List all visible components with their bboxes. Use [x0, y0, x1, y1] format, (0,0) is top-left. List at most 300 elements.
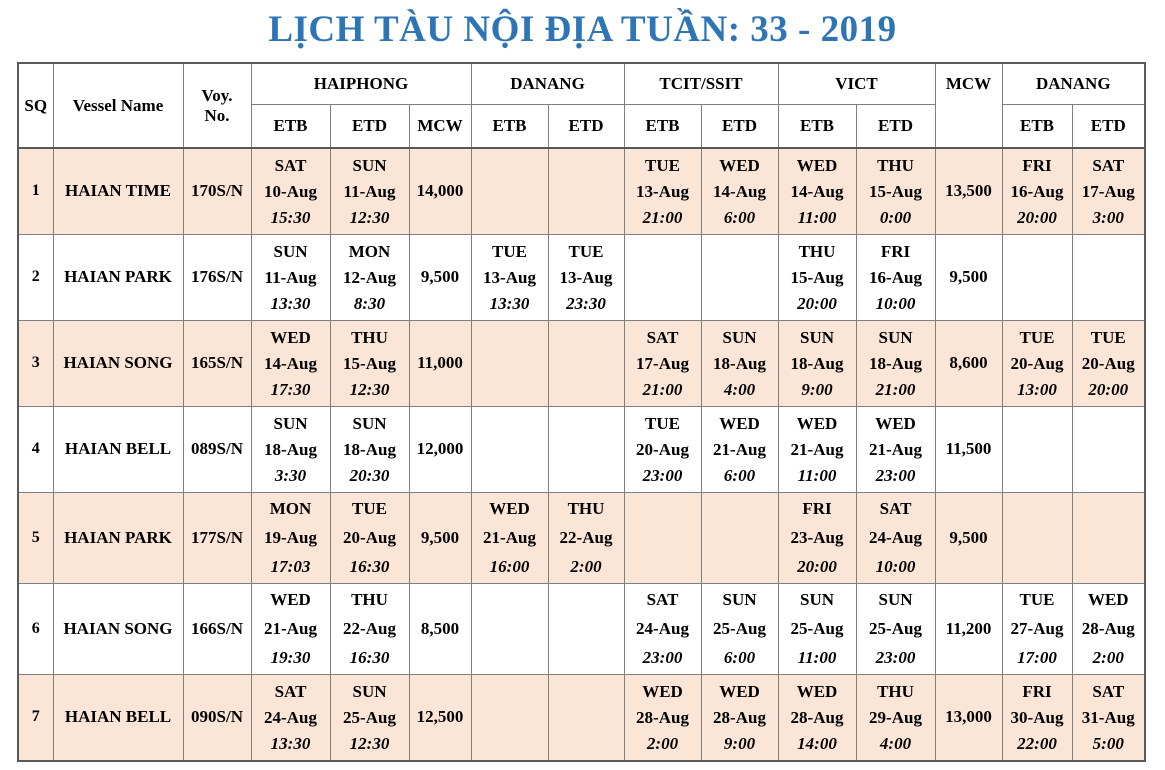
- cell-dn2-etb: [1002, 492, 1072, 583]
- slot-day: SAT: [274, 156, 307, 176]
- cell-vessel-name: HAIAN SONG: [53, 320, 183, 406]
- slot-date: 28-Aug: [1081, 618, 1135, 638]
- slot-day: THU: [351, 589, 388, 609]
- slot-time: 16:30: [349, 647, 390, 667]
- slot-day: TUE: [645, 156, 680, 176]
- header-tcit-etb: ETB: [624, 105, 701, 149]
- cell-hp-etd: [330, 234, 409, 320]
- cell-dn1-etb: [471, 148, 548, 234]
- slot-date: 10-Aug: [264, 182, 317, 202]
- slot-time: 22:00: [1017, 734, 1057, 754]
- slot-time: 6:00: [723, 647, 756, 667]
- slot-day: THU: [567, 498, 605, 518]
- cell-dn1-etd: [548, 492, 624, 583]
- cell-tc-etb: [624, 674, 701, 761]
- slot-day: WED: [719, 156, 760, 176]
- cell-hp-etd: [330, 320, 409, 406]
- slot-date: 14-Aug: [790, 182, 844, 202]
- cell-vi-etd: [856, 674, 935, 761]
- cell-sq: 1: [18, 148, 53, 234]
- cell-dn2-etd: [1072, 234, 1145, 320]
- schedule-slot: [779, 237, 856, 317]
- schedule-slot: [331, 323, 409, 403]
- slot-day: TUE: [352, 498, 387, 518]
- slot-day: WED: [719, 682, 760, 702]
- slot-day: TUE: [645, 414, 680, 433]
- cell-dn1-etd: [548, 320, 624, 406]
- header-mcw: MCW: [935, 63, 1002, 148]
- cell-hp-etb: [251, 148, 330, 234]
- slot-time: 19:30: [270, 647, 311, 667]
- slot-time: 11:00: [797, 466, 837, 485]
- schedule-slot: [625, 409, 701, 489]
- slot-date: 17-Aug: [636, 354, 689, 373]
- cell-dn2-etb: [1002, 148, 1072, 234]
- cell-hp-mcw: 11,000: [409, 320, 471, 406]
- schedule-slot: [857, 409, 935, 489]
- cell-sq: 2: [18, 234, 53, 320]
- slot-time: 8:30: [353, 294, 386, 313]
- cell-mcw: 9,500: [935, 234, 1002, 320]
- schedule-slot: [857, 323, 935, 403]
- schedule-slot: [857, 585, 935, 673]
- slot-time: 20:00: [797, 556, 837, 576]
- slot-time: 20:00: [1017, 208, 1057, 228]
- header-hp-etd: ETD: [330, 105, 409, 149]
- slot-date: 28-Aug: [713, 708, 766, 728]
- cell-dn1-etb: [471, 492, 548, 583]
- slot-date: 11-Aug: [343, 182, 396, 202]
- cell-dn1-etb: [471, 674, 548, 761]
- slot-date: 19-Aug: [264, 527, 317, 547]
- slot-time: 17:30: [270, 380, 311, 399]
- header-vict-etb: ETB: [778, 105, 856, 149]
- cell-voy-no: 177S/N: [183, 492, 251, 583]
- slot-time: 3:30: [274, 466, 307, 485]
- schedule-slot: [1073, 677, 1145, 757]
- schedule-slot: [702, 585, 778, 673]
- cell-tc-etd: [701, 320, 778, 406]
- slot-time: 15:30: [270, 208, 311, 228]
- schedule-slot: [1073, 323, 1145, 403]
- schedule-slot: [549, 237, 624, 317]
- slot-day: SUN: [799, 328, 834, 347]
- header-voy-line2: No.: [204, 105, 230, 125]
- schedule-slot: [1073, 151, 1145, 231]
- cell-vessel-name: HAIAN PARK: [53, 234, 183, 320]
- table-row: [18, 148, 1145, 234]
- schedule-slot: [779, 494, 856, 582]
- cell-voy-no: 165S/N: [183, 320, 251, 406]
- slot-time: 4:00: [879, 734, 912, 754]
- cell-sq: 5: [18, 492, 53, 583]
- cell-voy-no: 170S/N: [183, 148, 251, 234]
- cell-hp-etd: [330, 492, 409, 583]
- slot-date: 20-Aug: [343, 527, 396, 547]
- schedule-slot: [331, 237, 409, 317]
- page-title: LỊCH TÀU NỘI ĐỊA TUẦN: 33 - 2019: [268, 9, 897, 50]
- cell-dn2-etd: [1072, 583, 1145, 674]
- schedule-slot: [1003, 151, 1072, 231]
- slot-date: 25-Aug: [713, 618, 766, 638]
- cell-tc-etd: [701, 148, 778, 234]
- header-dn-etb: ETB: [471, 105, 548, 149]
- cell-sq: 7: [18, 674, 53, 761]
- slot-day: SAT: [1092, 682, 1125, 702]
- slot-date: 16-Aug: [1010, 182, 1064, 202]
- schedule-table: [17, 62, 1146, 762]
- slot-time: 9:00: [723, 734, 756, 754]
- slot-day: FRI: [802, 498, 832, 518]
- slot-day: SAT: [879, 498, 912, 518]
- slot-time: 13:30: [270, 294, 311, 313]
- schedule-slot: [779, 585, 856, 673]
- slot-date: 28-Aug: [636, 708, 689, 728]
- schedule-slot: [1073, 585, 1145, 673]
- slot-day: SAT: [646, 328, 679, 347]
- slot-day: TUE: [1019, 589, 1055, 609]
- slot-day: WED: [796, 156, 838, 176]
- slot-date: 18-Aug: [713, 354, 766, 373]
- header-group-danang-2: DANANG: [1002, 63, 1145, 105]
- slot-date: 25-Aug: [790, 618, 844, 638]
- schedule-slot: [702, 677, 778, 757]
- slot-time: 23:00: [875, 466, 916, 485]
- cell-vessel-name: HAIAN SONG: [53, 583, 183, 674]
- slot-time: 17:00: [1017, 647, 1057, 667]
- slot-date: 25-Aug: [343, 708, 396, 728]
- slot-time: 2:00: [646, 734, 679, 754]
- slot-date: 28-Aug: [790, 708, 844, 728]
- slot-time: 11:00: [797, 208, 837, 228]
- cell-dn2-etd: [1072, 406, 1145, 492]
- cell-vessel-name: HAIAN BELL: [53, 674, 183, 761]
- slot-time: 2:00: [1092, 647, 1124, 667]
- table-row: [18, 492, 1145, 583]
- cell-dn2-etb: [1002, 406, 1072, 492]
- slot-day: TUE: [568, 242, 604, 261]
- slot-time: 12:30: [349, 734, 390, 754]
- cell-vi-etb: [778, 148, 856, 234]
- slot-time: 20:00: [1088, 380, 1129, 399]
- slot-day: SAT: [274, 682, 307, 702]
- cell-dn2-etd: [1072, 320, 1145, 406]
- cell-dn2-etb: [1002, 320, 1072, 406]
- slot-time: 13:30: [489, 294, 530, 313]
- cell-hp-etd: [330, 583, 409, 674]
- cell-voy-no: 166S/N: [183, 583, 251, 674]
- table-row: [18, 234, 1145, 320]
- slot-day: SUN: [352, 414, 387, 433]
- schedule-slot: [252, 409, 330, 489]
- header-hp-etb: ETB: [251, 105, 330, 149]
- schedule-slot: [857, 151, 935, 231]
- slot-time: 6:00: [723, 208, 756, 228]
- slot-date: 24-Aug: [264, 708, 317, 728]
- schedule-slot: [857, 494, 935, 582]
- slot-date: 22-Aug: [559, 527, 613, 547]
- slot-day: SUN: [722, 328, 757, 347]
- slot-time: 5:00: [1092, 734, 1124, 754]
- slot-day: SUN: [273, 242, 308, 261]
- schedule-slot: [252, 494, 330, 582]
- slot-date: 15-Aug: [869, 182, 922, 202]
- cell-vi-etd: [856, 492, 935, 583]
- slot-date: 18-Aug: [264, 440, 317, 459]
- cell-dn1-etb: [471, 583, 548, 674]
- header-group-tcit-ssit: TCIT/SSIT: [624, 63, 778, 105]
- slot-date: 18-Aug: [343, 440, 396, 459]
- slot-date: 13-Aug: [636, 182, 689, 202]
- slot-date: 17-Aug: [1081, 182, 1135, 202]
- slot-day: TUE: [492, 242, 527, 261]
- cell-dn2-etd: [1072, 674, 1145, 761]
- cell-mcw: 9,500: [935, 492, 1002, 583]
- cell-tc-etd: [701, 406, 778, 492]
- slot-date: 16-Aug: [869, 268, 922, 287]
- cell-vi-etd: [856, 583, 935, 674]
- slot-time: 23:00: [642, 647, 683, 667]
- schedule-slot: [779, 409, 856, 489]
- table-body: [18, 148, 1145, 761]
- slot-time: 0:00: [879, 208, 912, 228]
- schedule-slot: [1003, 677, 1072, 757]
- cell-dn2-etb: [1002, 234, 1072, 320]
- slot-time: 3:00: [1092, 208, 1124, 228]
- cell-hp-mcw: 8,500: [409, 583, 471, 674]
- cell-hp-etb: [251, 320, 330, 406]
- cell-dn1-etb: [471, 320, 548, 406]
- cell-tc-etd: [701, 492, 778, 583]
- slot-time: 21:00: [642, 380, 683, 399]
- schedule-slot: [625, 151, 701, 231]
- table-row: [18, 320, 1145, 406]
- slot-date: 24-Aug: [869, 527, 922, 547]
- slot-day: SUN: [352, 156, 387, 176]
- cell-dn1-etb: [471, 234, 548, 320]
- slot-date: 22-Aug: [343, 618, 396, 638]
- schedule-slot: [1003, 585, 1072, 673]
- cell-mcw: 13,500: [935, 148, 1002, 234]
- slot-day: THU: [351, 328, 388, 347]
- slot-time: 13:30: [270, 734, 311, 754]
- slot-date: 12-Aug: [343, 268, 396, 287]
- slot-time: 2:00: [570, 556, 602, 576]
- cell-mcw: 11,200: [935, 583, 1002, 674]
- schedule-slot: [625, 585, 701, 673]
- cell-vi-etd: [856, 320, 935, 406]
- slot-date: 18-Aug: [790, 354, 844, 373]
- slot-time: 23:00: [642, 466, 683, 485]
- cell-hp-etb: [251, 492, 330, 583]
- schedule-slot: [252, 151, 330, 231]
- cell-vi-etb: [778, 583, 856, 674]
- slot-time: 14:00: [797, 734, 837, 754]
- slot-time: 23:00: [875, 647, 916, 667]
- cell-mcw: 11,500: [935, 406, 1002, 492]
- slot-day: WED: [270, 589, 311, 609]
- slot-date: 29-Aug: [869, 708, 922, 728]
- schedule-slot: [331, 677, 409, 757]
- cell-vi-etd: [856, 148, 935, 234]
- slot-date: 21-Aug: [713, 440, 766, 459]
- slot-time: 10:00: [875, 556, 916, 576]
- slot-day: WED: [719, 414, 760, 433]
- slot-date: 18-Aug: [869, 354, 922, 373]
- schedule-slot: [472, 494, 548, 582]
- slot-day: SAT: [1092, 156, 1125, 176]
- schedule-slot: [779, 323, 856, 403]
- slot-time: 9:00: [801, 380, 833, 399]
- cell-vi-etb: [778, 320, 856, 406]
- header-group-vict: VICT: [778, 63, 935, 105]
- slot-day: FRI: [1022, 156, 1052, 176]
- cell-vessel-name: HAIAN BELL: [53, 406, 183, 492]
- slot-day: THU: [877, 682, 914, 702]
- slot-day: THU: [798, 242, 836, 261]
- slot-day: SUN: [878, 328, 913, 347]
- header-hp-mcw: MCW: [409, 105, 471, 149]
- schedule-slot: [331, 494, 409, 582]
- cell-dn1-etd: [548, 406, 624, 492]
- slot-day: SAT: [646, 589, 679, 609]
- slot-date: 20-Aug: [636, 440, 689, 459]
- cell-mcw: 8,600: [935, 320, 1002, 406]
- schedule-slot: [1003, 323, 1072, 403]
- cell-hp-mcw: 12,000: [409, 406, 471, 492]
- header-vict-etd: ETD: [856, 105, 935, 149]
- schedule-slot: [702, 151, 778, 231]
- slot-date: 11-Aug: [264, 268, 317, 287]
- header-voy-no: [183, 63, 251, 148]
- slot-time: 21:00: [875, 380, 916, 399]
- slot-day: WED: [796, 414, 838, 433]
- header-tcit-etd: ETD: [701, 105, 778, 149]
- cell-hp-etb: [251, 583, 330, 674]
- slot-day: TUE: [1019, 328, 1055, 347]
- slot-date: 15-Aug: [790, 268, 844, 287]
- cell-tc-etb: [624, 583, 701, 674]
- cell-hp-mcw: 14,000: [409, 148, 471, 234]
- slot-date: 27-Aug: [1010, 618, 1064, 638]
- cell-vi-etb: [778, 674, 856, 761]
- cell-hp-etd: [330, 148, 409, 234]
- slot-date: 14-Aug: [264, 354, 317, 373]
- cell-dn1-etd: [548, 674, 624, 761]
- slot-date: 21-Aug: [264, 618, 317, 638]
- table-row: [18, 674, 1145, 761]
- slot-date: 24-Aug: [636, 618, 689, 638]
- slot-date: 20-Aug: [1081, 354, 1135, 373]
- cell-dn2-etd: [1072, 492, 1145, 583]
- slot-time: 6:00: [723, 466, 756, 485]
- schedule-slot: [702, 323, 778, 403]
- cell-dn2-etb: [1002, 674, 1072, 761]
- slot-date: 21-Aug: [869, 440, 922, 459]
- slot-time: 11:00: [797, 647, 837, 667]
- slot-day: SUN: [273, 414, 308, 433]
- cell-hp-etd: [330, 674, 409, 761]
- schedule-slot: [252, 677, 330, 757]
- cell-tc-etb: [624, 320, 701, 406]
- table-row: [18, 583, 1145, 674]
- slot-day: FRI: [1022, 682, 1052, 702]
- slot-date: 31-Aug: [1081, 708, 1135, 728]
- header-dn2-etd: ETD: [1072, 105, 1145, 149]
- cell-hp-etb: [251, 406, 330, 492]
- slot-day: SUN: [799, 589, 834, 609]
- cell-dn1-etd: [548, 583, 624, 674]
- slot-time: 16:00: [489, 556, 530, 576]
- slot-day: MON: [348, 242, 391, 261]
- schedule-slot: [857, 677, 935, 757]
- slot-time: 17:03: [270, 556, 311, 576]
- cell-hp-mcw: 9,500: [409, 234, 471, 320]
- cell-tc-etb: [624, 148, 701, 234]
- schedule-slot: [625, 323, 701, 403]
- slot-time: 20:00: [797, 294, 837, 313]
- cell-tc-etb: [624, 406, 701, 492]
- cell-voy-no: 176S/N: [183, 234, 251, 320]
- schedule-slot: [331, 409, 409, 489]
- schedule-slot: [331, 151, 409, 231]
- cell-vi-etb: [778, 234, 856, 320]
- slot-time: 23:30: [566, 294, 606, 313]
- cell-dn2-etd: [1072, 148, 1145, 234]
- cell-hp-etb: [251, 234, 330, 320]
- schedule-slot: [625, 677, 701, 757]
- cell-vessel-name: HAIAN PARK: [53, 492, 183, 583]
- slot-day: WED: [796, 682, 838, 702]
- schedule-slot: [779, 151, 856, 231]
- header-group-danang: DANANG: [471, 63, 624, 105]
- slot-day: FRI: [880, 242, 911, 261]
- slot-date: 14-Aug: [713, 182, 766, 202]
- slot-time: 12:30: [349, 208, 390, 228]
- slot-day: WED: [875, 414, 916, 433]
- header-sq: SQ: [18, 63, 53, 148]
- cell-sq: 4: [18, 406, 53, 492]
- slot-time: 12:30: [349, 380, 390, 399]
- slot-time: 16:30: [349, 556, 390, 576]
- slot-date: 30-Aug: [1010, 708, 1064, 728]
- slot-day: SUN: [878, 589, 913, 609]
- slot-day: SUN: [352, 682, 387, 702]
- slot-date: 23-Aug: [790, 527, 844, 547]
- cell-dn1-etb: [471, 406, 548, 492]
- slot-date: 15-Aug: [343, 354, 396, 373]
- slot-time: 4:00: [723, 380, 756, 399]
- cell-mcw: 13,000: [935, 674, 1002, 761]
- cell-hp-mcw: 9,500: [409, 492, 471, 583]
- slot-time: 20:30: [349, 466, 390, 485]
- schedule-slot: [331, 585, 409, 673]
- header-vessel-name: Vessel Name: [53, 63, 183, 148]
- slot-date: 21-Aug: [790, 440, 844, 459]
- slot-date: 25-Aug: [869, 618, 922, 638]
- slot-day: SUN: [722, 589, 757, 609]
- schedule-slot: [857, 237, 935, 317]
- slot-day: TUE: [1090, 328, 1126, 347]
- cell-sq: 6: [18, 583, 53, 674]
- header-group-haiphong: HAIPHONG: [251, 63, 471, 105]
- cell-tc-etd: [701, 583, 778, 674]
- slot-day: MON: [269, 498, 312, 518]
- cell-sq: 3: [18, 320, 53, 406]
- cell-tc-etb: [624, 234, 701, 320]
- cell-vi-etb: [778, 492, 856, 583]
- cell-tc-etd: [701, 234, 778, 320]
